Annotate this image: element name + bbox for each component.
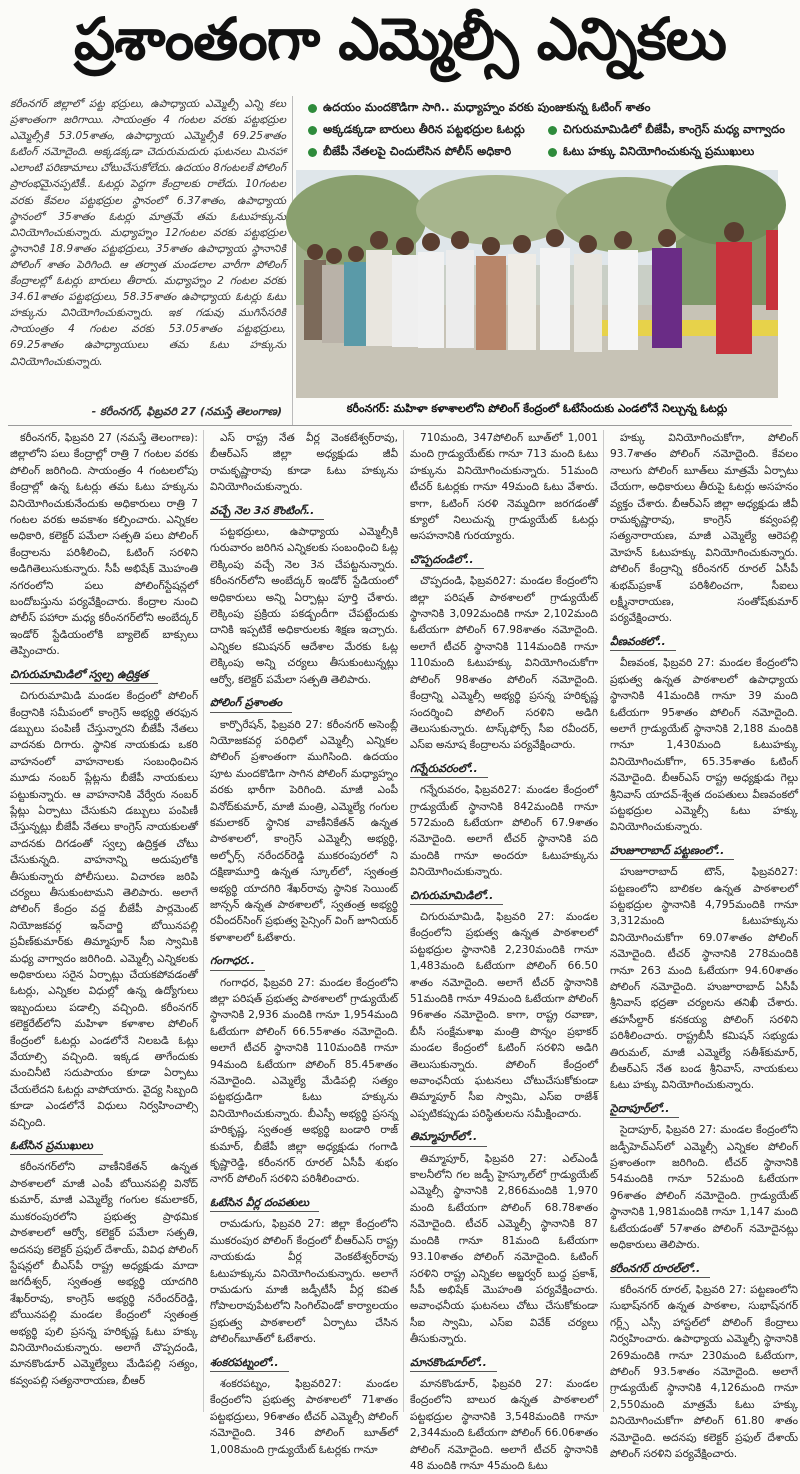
article-column-4 (610, 430, 798, 1460)
photo-illustration (296, 170, 778, 398)
paragraph: పట్టభద్రులు, ఉపాధ్యాయ ఎమ్మెల్సీకి గురువారం జరిగిన ఎన్నికలకు సంబంధించి ఓట్ల లెక్కింపు వచ్చే నెల 3న చేపట్టనున్నారు. కరీంనగర్‌లోని అంబేద్కర్ ఇండోర్ స్టేడియంలో అధికారులు అన్ని ఏర్పాట్లు పూర్తి చేశారు. లెక్కింపు ప్రక్రియ పకడ్బందీగా చేపట్టేందుకు దానికి ఇప్పటికే అధికారులకు శిక్షణ ఇచ్చారు. ఎన్నికల కమిషనర్ ఆదేశాల మేరకు ఓట్ల లెక్కింపు అన్ని చర్యలు తీసుకుంటున్నట్లు ఆర్వో, కలెక్టర్ పమేలా సత్పతి తెలిపారు. (210, 526, 398, 686)
paragraph: కరీంనగర్, ఫిబ్రవరి 27 (నమస్తే తెలంగాణ): జిల్లాలోని పలు కేంద్రాల్లో రాత్రి 7 గంటల వరకు పోలింగ్ జరిగింది. సాయంత్రం 4 గంటలలోపు కేంద్రాల్లో ఉన్న ఓటర్లు తమ ఓటు హక్కును వినియోగించుకునేందుకు అధికారులు రాత్రి 7 గంటల వరకు అవకాశం కల్పించారు. ఎన్నికల అధికారి, కలెక్టర్ పమేలా సత్పతి పలు పోలింగ్ కేంద్రాలను పరిశీలించి, ఓటింగ్ సరళిని అడిగితెలుసుకున్నారు. సీపీ అభిషేక్ మొహంతి నగరంలోని పలు పోలింగ్‌స్టేషన్లలో బందోబస్తును పర్యవేక్షించారు. కేంద్రాల నుంచి పోలీస్ పహారా మధ్య కరీంనగర్‌లోని అంబేద్కర్ ఇండోర్ స్టేడియంలోకి బ్యాలెట్ బాక్సులు తెప్పించారు. (10, 432, 198, 658)
paragraph: రామడుగు, ఫిబ్రవరి 27: జిల్లా కేంద్రంలోని ముకరంపుర పోలింగ్ కేంద్రంలో బీఆర్ఎస్ రాష్ట్ర నాయకుడు వీర్ల వెంకటేశ్వర్‌రావు ఓటుహక్కును వినియోగించుకున్నారు. అలాగే రామడుగు మాజీ జడ్పీటీసీ వీర్ల కవిత గోపాలరావుపేటలోని సింగిల్‌విండో కార్యాలయం ప్రభుత్వ పాఠశాలలో ఏర్పాటు చేసిన పోలింగ్‌బూత్‌లో ఓటేశారు. (210, 1218, 398, 1346)
paragraph: చిగురుమామిడి, ఫిబ్రవరి 27: మండల కేంద్రంలోని ప్రభుత్వ ఉన్నత పాఠశాలలో పట్టభద్రుల స్థానానికి 2,230మందికి గానూ 1,483మంది ఓటేయగా పోలింగ్ 66.50 శాతం నమోదైంది. అలాగే టీచర్ స్థానానికి 51మందికి గానూ 49మంది ఓటేయగా పోలింగ్ 96శాతం నమోదైంది. కాగా, రాష్ట్ర రవాణా, బీసీ సంక్షేమశాఖ మంత్రి పొన్నం ప్రభాకర్ మండల కేంద్రంలో ఓటింగ్ సరళిని అడిగి తెలుసుకున్నారు. పోలింగ్ కేంద్రంలో అవాంఛనీయ ఘటనలు చోటుచేసుకోకుండా తిమ్మాపూర్ సీఐ స్వామి, ఎస్ఐ రాజేశ్ ఎప్పటికప్పుడు పరిస్థితులను సమీక్షించారు. (410, 910, 598, 1120)
paragraph: గంగాధర, ఫిబ్రవరి 27: మండల కేంద్రంలోని జిల్లా పరిషత్ ప్రభుత్వ పాఠశాలలో గ్రాడ్యుయేట్ స్థానానికి 2,936 మందికి గానూ 1,954మంది ఓటేయగా పోలింగ్ 66.55శాతం నమోదైంది. అలాగే టీచర్ స్థానానికి 110మందికి గానూ 94మంది ఓటేయగా పోలింగ్ 85.45శాతం నమోదైంది. ఎమ్మెల్యే మేడిపల్లి సత్యం పట్టభద్రుడిగా ఓటు హక్కును వినియోగించుకున్నారు. బీఎస్పీ అభ్యర్థి ప్రసన్న హరికృష్ణ, స్వతంత్ర అభ్యర్థి బండారి రాజ్ కుమార్, బీజేపీ జిల్లా అధ్యక్షుడు గంగాడి కృష్ణారెడ్డి, కరీంనగర్ రూరల్ ఏసీపీ శుభం నాగర్ పోలింగ్ సరళిని పరిశీలించారు. (210, 976, 398, 1186)
paragraph: తిమ్మాపూర్, ఫిబ్రవరి 27: ఎల్ఎండీ కాలనీలోని గల జడ్పీ హైస్కూల్‌లో గ్రాడ్యుయేట్ ఎమ్మెల్సీ స్థానానికి 2,866మందికి 1,970 మంది ఓటేయగా పోలింగ్ 68.78శాతం నమోదైంది. టీచర్ ఎమ్మెల్సీ స్థానానికి 87 మందికి గానూ 81మంది ఓటేయగా 93.10శాతం పోలింగ్ నమోదైంది. ఓటింగ్ సరళిని రాష్ట్ర ఎన్నికల అబ్జర్వర్ బుద్ధ ప్రకాశ్, సీపీ అభిషేక్ మొహంతి పర్యవేక్షించారు. అవాంఛనీయ ఘటనలు చోటు చేసుకోకుండా సీఐ స్వామి, ఎస్ఐ వివేక్ చర్యలు తీసుకున్నారు. (410, 1152, 598, 1346)
subheading: కరీంనగర్ రూరల్‌లో.. (610, 1261, 710, 1278)
subheading: చిగురుమామిడిలో.. (410, 888, 503, 905)
lead-article (10, 96, 286, 424)
photo-caption: కరీంనగర్: మహిళా కళాశాలలోని పోలింగ్ కేంద్రంలో ఓటేసేందుకు ఎండలోనే నిల్చున్న ఓటర్లు (346, 402, 728, 415)
column-divider (203, 430, 204, 1412)
subheading: చిగురుమామిడిలో స్వల్ప ఉద్రిక్తత (10, 667, 158, 684)
paragraph: మానకొండూర్, ఫిబ్రవరి 27: మండల కేంద్రంలోని బాలుర ఉన్నత పాఠశాలలో పట్టభద్రుల స్థానానికి 3,548మందికి గానూ 2,344మంది ఓటేయగా పోలింగ్ 66.06శాతం పోలింగ్ నమోదైంది. అలాగే టీచర్ స్థానానికి 48 మందికి గానూ 45మంది ఓటు (410, 1377, 598, 1472)
bullet-icon (548, 126, 557, 135)
headline: ప్రశాంతంగా ఎమ్మెల్సీ ఎన్నికలు (74, 4, 726, 73)
subheading: గన్నేరువరంలో.. (410, 761, 488, 778)
highlight-item: చిగురుమామిడిలో బీజేపీ, కాంగ్రెస్ మధ్య వాగ్వాదం (548, 122, 785, 139)
paragraph: సైదాపూర్, ఫిబ్రవరి 27: మండల కేంద్రంలోని జడ్పీహెచ్‌ఎస్‌లో ఎమ్మెల్సీ ఎన్నికల పోలింగ్ ప్రశాంతంగా జరిగింది. టీచర్ స్థానానికి 54మందికి గానూ 52మంది ఓటేయగా 96శాతం పోలింగ్ నమోదైంది. గ్రాడ్యుయేట్ స్థానానికి 1,981మందికి గానూ 1,147 మంది ఓటేయడంతో 57శాతం పోలింగ్ నమోదైనట్లు అధికారులు తెలిపారు. (610, 1124, 798, 1252)
article-column-2 (210, 430, 399, 1456)
paragraph: కరీంనగర్‌లోని వాణీనికేతన్ ఉన్నత పాఠశాలలో మాజీ ఎంపీ బోయినపల్లి వినోద్ కుమార్, మాజీ ఎమ్మెల్యే గంగుల కమలాకర్, ముకరంపురలోని ప్రభుత్వ ప్రాథమిక పాఠశాలలో ఆర్వో, కలెక్టర్ పమేలా సత్పతి, అదనపు కలెక్టర్ ప్రఫుల్ దేశాయ్, వివిధ పోలింగ్ స్టేషన్లలో బీఎస్‌పీ రాష్ట్ర అధ్యక్షుడు మాదా జగదీశ్వర్, స్వతంత్ర అభ్యర్థి యాదగిరి శేఖర్‌రావు, కాంగ్రెస్ అభ్యర్థి నరేందర్‌రెడ్డి, బోయినపల్లి మండల కేంద్రంలో స్వతంత్ర అభ్యర్థి పులి ప్రసన్న హరికృష్ణ ఓటు హక్కు వినియోగించుకున్నారు. అలాగే చొప్పదండి, మానకొండూర్ ఎమ్మెల్యేలు మేడిపల్లి సత్యం, కవ్వంపల్లి సత్యనారాయణ, బీఆర్ (10, 1161, 198, 1387)
subheading: ఓటేసిన వీర్ల దంపతులు (210, 1195, 319, 1212)
vertical-divider (292, 96, 293, 426)
subheading: వీణవంకలో.. (610, 634, 676, 651)
paragraph: వీణవంక, ఫిబ్రవరి 27: మండల కేంద్రంలోని ప్రభుత్వ ఉన్నత పాఠశాలలో ఉపాధ్యాయ స్థానానికి 41మందికి గానూ 39 మంది ఓటేయగా 95శాతం పోలింగ్ నమోదైంది. అలాగే గ్రాడ్యుయేట్ స్థానానికి 2,188 మందికి గానూ 1,430మంది ఓటుహక్కు వినియోగించుకోగా, 65.35శాతం ఓటింగ్ నమోదైంది. బీఆర్ఎస్ రాష్ట్ర అధ్యక్షుడు గెల్లు శ్రీనివాస్ యాదవ్-శ్వేత దంపతులు వీణవంకలో పట్టభద్రుల ఎమ్మెల్సీ ఓటు హక్కు వినియోగించుకున్నారు. (610, 657, 798, 834)
column-divider (603, 430, 604, 1412)
paragraph: చొప్పదండి, ఫిబ్రవరి27: మండల కేంద్రంలోని జిల్లా పరిషత్ పాఠశాలలో గ్రాడ్యుయేట్ స్థానానికి 3,092మందికి గానూ 2,102మంది ఓటేయగా పోలింగ్ 67.98శాతం నమోదైంది. అలాగే టీచర్ స్థానానికి 114మందికి గానూ 110మంది ఓటుహక్కు వినియోగించుకోగా పోలింగ్ 98శాతం పోలింగ్ నమోదైంది. కేంద్రాన్ని ఎమ్మెల్సీ అభ్యర్థి ప్రసన్న హరికృష్ణ సందర్శించి పోలింగ్ సరళిని అడిగి తెలుసుకున్నారు. టాస్క్‌ఫోర్స్ సీఐ రవీందర్, ఎస్ఐ అనూష కేంద్రాలను పర్యవేక్షించారు. (410, 575, 598, 752)
bullet-icon (308, 104, 317, 113)
article-column-3 (410, 430, 598, 1472)
horizontal-divider (8, 425, 792, 426)
subheading: తిమ్మాపూర్‌లో.. (410, 1129, 487, 1146)
lead-text: కరీంనగర్ జిల్లాలో పట్ట భద్రులు, ఉపాధ్యాయ ఎమ్మెల్సీ ఎన్ని కలు ప్రశాంతంగా జరిగాయి. సాయంత్రం 4 గంటల వరకు పట్టభద్రుల ఎమ్మెల్సీకి 53.05శాతం, ఉపాధ్యాయ ఎమ్మెల్సీకి 69.25శాతం ఓటింగ్ నమోదైంది. అక్కడక్కడా చెదురుమదురు ఘటనలు మినహా ఎలాంటి పరిణామాలు చోటుచేసుకోలేదు. ఉదయం 8గంటలకే పోలింగ్ ప్రారంభమైనప్పటికీ.. ఓటర్లు పెద్దగా కేంద్రాలకు రాలేదు. 10గంటల వరకు కేవలం పట్టభద్రుల స్థానంలో 6.37శాతం, ఉపాధ్యాయ స్థానంలో 35శాతం ఓటర్లు మాత్రమే తమ ఓటుహక్కును వినియోగించుకున్నారు. మధ్యాహ్నం 12గంటల వరకు పట్టభద్రుల స్థానానికి 18.9శాతం పట్టభద్రులు, 35శాతం ఉపాధ్యాయ స్థానానికి పోలింగ్ శాతం పెరిగింది. ఆ తర్వాత మండలాల వారీగా పోలింగ్ కేంద్రాలల్లో ఓటర్లు బారులు తీరారు. మధ్యాహ్నం 2 గంటల వరకు 34.61శాతం పట్టభద్రులు, 58.35శాతం ఉపాధ్యాయ ఓటర్లు ఓటు హక్కును వినియోగించుకున్నారు. ఇక గడువు ముగిసేసరికి సాయంత్రం 4 గంటల వరకు 53.05శాతం పట్టభద్రులు, 69.25శాతం ఉపాధ్యాయులు తమ ఓటు హక్కును వినియోగించుకున్నారు. (10, 98, 286, 368)
highlight-item: బీజేపీ నేతలపై చిందులేసిన పోలీస్ అధికారి (308, 144, 511, 161)
bullet-icon (548, 148, 557, 157)
paragraph: చిగురుమామిడి మండల కేంద్రంలో పోలింగ్ కేంద్రానికి సమీపంలో కాంగ్రెస్ అభ్యర్థి తరఫున డబ్బులు పంపిణీ చేస్తున్నారని బీజేపీ నేతలు వాదనకు దిగారు. స్థానిక నాయకుడు ఒకరి వాహనంలో వాహనాలకు సంబంధించిన మూడు నంబర్ ప్లేట్లను బీజేపీ నాయకులు పట్టుకున్నారు. ఆ వాహనానికి వేర్వేరు నంబర్ ప్లేట్లు ఏర్పాటు చేసుకుని డబ్బులు పంపిణీ చేస్తున్నట్లు బీజేపీ నేతలు కాంగ్రెస్ నాయకులతో వాదనకు దిగడంతో స్వల్ప ఉద్రిక్తత చోటు చేసుకున్నది. వాహనాన్ని అదుపులోకి తీసుకున్నారు పోలీసులు. విచారణ జరిపి చర్యలు తీసుకుంటామని తెలిపారు. అలాగే పోలింగ్ కేంద్రం వద్ద బీజేపీ పార్లమెంట్ నియోజకవర్గ ఇన్‌చార్జి బోయినపల్లి ప్రవీణ్‌కుమార్‌కు తిమ్మాపూర్ సీఐ స్వామికి మధ్య వాగ్వాదం జరిగింది. ఎమ్మెల్సీ ఎన్నికలకు అధికారులు సరైన ఏర్పాట్లు చేయకపోవడంతో ఓటర్లు, ఎన్నికల విధుల్లో ఉన్న ఉద్యోగులు ఇబ్బందులు పడాల్సి వచ్చింది. కరీంనగర్ కలెక్టరేట్‌లోని మహిళా కళాశాల పోలింగ్ కేంద్రంలో ఓటర్లు ఎండలోనే నిలబడి ఓట్లు వేయాల్సి వచ్చింది. ఇక్కడ తాగేందుకు మంచినీటి సదుపాయం కూడా ఏర్పాటు చేయలేదని ఓటర్లు వాపోయారు. వైద్య సిబ్బంది కూడా ఎండలోనే విధులు నిర్వహించాల్సి వచ్చింది. (10, 690, 198, 1129)
subheading: చొప్పదండిలో.. (410, 552, 484, 569)
highlight-item: ఉదయం మందకొడిగా సాగి.. మధ్యాహ్నం వరకు పుంజుకున్న ఓటింగ్ శాతం (308, 100, 650, 117)
paragraph: ఎస్ రాష్ట్ర నేత వీర్ల వెంకటేశ్వర్‌రావు, బీఆర్ఎస్ జిల్లా అధ్యక్షుడు జీవీ రామకృష్ణారావు కూడా ఓటు హక్కును వినియోగించుకున్నారు. (210, 432, 398, 494)
column-divider (403, 430, 404, 1412)
subheading: పోలింగ్ ప్రశాంతం (210, 695, 292, 712)
paragraph: 710మంది, 347పోలింగ్ బూత్‌లో 1,001 మంది గ్రాడ్యుయేట్‌కు గానూ 713 మంది ఓటు హక్కును వినియోగించుకున్నారు. 51మంది టీచర్ ఓటర్లకు గానూ 49మంది ఓటు వేశారు. కాగా, ఓటింగ్ సరళి నెమ్మదిగా జరగడంతో క్యూలో నిలుచున్న గ్రాడ్యుయేట్ ఓటర్లు అసహనానికి గురయ్యారు. (410, 432, 598, 543)
paragraph: కరీంనగర్ రూరల్, ఫిబ్రవరి 27: పట్టణంలోని సుభాష్‌నగర్ ఉన్నత పాఠశాల, సుభాష్‌నగర్ గర్ల్స్ ఎస్సీ హాస్టల్‌లో పోలింగ్ కేంద్రాలు నిర్వహించారు. ఉపాధ్యాయ ఎమ్మెల్సీ స్థానానికి 269మందికి గానూ 230మంది ఓటేయగా, పోలింగ్ 93.5శాతం నమోదైంది. అలాగే గ్రాడ్యుయేట్ స్థానానికి 4,126మంది గానూ 2,550మంది మాత్రమే ఓటు హక్కు వినియోగించుకోగా పోలింగ్ 61.80 శాతం నమోదైంది. అదనపు కలెక్టర్ ప్రఫుల్ దేశాయ్ పోలింగ్ సరళిని పర్యవేక్షించారు. (610, 1283, 798, 1460)
paragraph: హక్కు వినియోగించుకోగా, పోలింగ్ 93.7శాతం పోలింగ్ నమోదైంది. కేవలం నాలుగు పోలింగ్ బూత్‌లు మాత్రమే ఏర్పాటు చేయగా, అధికారులు తీరుపై ఓటర్లు అసహనం వ్యక్తం చేశారు. బీఆర్ఎస్ జిల్లా అధ్యక్షుడు జీవీ రామకృష్ణారావు, కాంగ్రెస్ కవ్వంపల్లి సత్యనారాయణ, మాజీ ఎమ్మెల్యే ఆరెపల్లి మోహన్ ఓటుహక్కు వినియోగించుకున్నారు. పోలింగ్ కేంద్రాన్ని కరీంనగర్ రూరల్ ఏసీపీ శుభమ్‌ప్రకాశ్ పరిశీలించగా, సీఐలు లక్ష్మీనారాయణ, సంతోష్‌కుమార్ పర్యవేక్షించారు. (610, 432, 798, 625)
bullet-icon (308, 148, 317, 157)
subheading: హుజూరాబాద్ పట్టణంలో.. (610, 843, 734, 860)
highlights-box (300, 97, 790, 163)
voters-queue-photo (296, 170, 778, 398)
bullet-icon (308, 126, 317, 135)
paragraph: గన్నేరువరం, ఫిబ్రవరి27: మండల కేంద్రంలో గ్రాడ్యుయేట్ స్థానానికి 842మందికి గానూ 572మంది ఓటేయగా పోలింగ్ 67.9శాతం నమోదైంది. అలాగే టీచర్ స్థానానికి పది మందికి గానూ అందరూ ఓటుహక్కును వినియోగించుకున్నారు. (410, 784, 598, 879)
paragraph: కార్పొరేషన్, ఫిబ్రవరి 27: కరీంనగర్ అసెంబ్లీ నియోజకవర్గ పరిధిలో ఎమ్మెల్సీ ఎన్నికల పోలింగ్ ప్రశాంతంగా ముగిసింది. ఉదయం పూట మందకొడిగా సాగిన పోలింగ్ మధ్యాహ్నం వరకు భారీగా పెరిగింది. మాజీ ఎంపీ వినోద్‌కుమార్, మాజీ మంత్రి, ఎమ్మెల్యే గంగుల కమలాకర్ స్థానిక వాణీనికేతన్ ఉన్నత పాఠశాలలో, కాంగ్రెస్ ఎమ్మెల్సీ అభ్యర్థి, అల్ఫోర్స్ నరేందర్‌రెడ్డి ముకరంపురలో ని దక్షిణామూర్తి ఉన్నత స్కూల్‌లో, స్వతంత్ర అభ్యర్థి యాదగిరి శేఖర్‌రావు స్థానిక సెయింట్ జాన్సన్ ఉన్నత పాఠశాలలో, స్వతంత్ర అభ్యర్థి రవీందర్‌సింగ్ ప్రభుత్వ సైన్సింగ్ వింగ్ జూనియర్ కళాశాలలో ఓటేశారు. (210, 718, 399, 944)
subheading: వచ్చే నెల 3న కౌంటింగ్.. (210, 503, 324, 520)
lead-dateline: - కరీంనగర్, ఫిబ్రవరి 27 (నమస్తే తెలంగాణ) (91, 404, 282, 418)
highlight-item: ఓటు హక్కు వినియోగించుకున్న ప్రముఖులు (548, 144, 754, 161)
subheading: సైదాపూర్‌లో.. (610, 1101, 679, 1118)
highlight-item: అక్కడక్కడా బారులు తీరిన పట్టభద్రుల ఓటర్లు (308, 122, 525, 139)
subheading: శంకరపట్నంలో.. (210, 1355, 289, 1372)
subheading: మానకొండూర్‌లో.. (410, 1355, 497, 1372)
paragraph: హుజూరాబాద్ టౌన్, ఫిబ్రవరి27: పట్టణంలోని బాలికల ఉన్నత పాఠశాలలో పట్టభద్రుల స్థానానికి 4,795మందికి గానూ 3,312మంది ఓటుహక్కును వినియోగించుకోగా 69.07శాతం పోలింగ్ నమోదైంది. టీచర్ స్థానానికి 278మందికి గానూ 263 మంది ఓటేయగా 94.60శాతం పోలింగ్ నమోదైంది. హుజూరాబాద్ ఏసీపీ శ్రీనివాస్ భద్రతా చర్యలను తనిఖీ చేశారు. తహసీల్దార్ కనకయ్య పోలింగ్ సరళిని పరిశీలించారు. రాష్ట్రబీసీ కమిషన్ సభ్యుడు తిరుమల్, మాజీ ఎమ్మెల్యే సతీశ్‌కుమార్, బీఆర్ఎస్ నేత బండ శ్రీనివాస్, నాయకులు ఓటు హక్కు వినియోగించుకున్నారు. (610, 866, 798, 1092)
article-column-1 (10, 430, 198, 1412)
subheading: ఓటేసిన ప్రముఖులు (10, 1138, 103, 1155)
subheading: గంగాధర.. (210, 953, 265, 970)
paragraph: శంకరపట్నం, ఫిబ్రవరి27: మండల కేంద్రంలోని ప్రభుత్వ పాఠశాలలో 71శాతం పట్టభద్రులు, 96శాతం టీచర్ ఎమ్మెల్సీ పోలింగ్ నమోదైంది. 346 పోలింగ్ బూత్‌లో 1,008మంది గ్రాడ్యుయేట్ ఓటర్లకు గానూ (210, 1377, 398, 1456)
